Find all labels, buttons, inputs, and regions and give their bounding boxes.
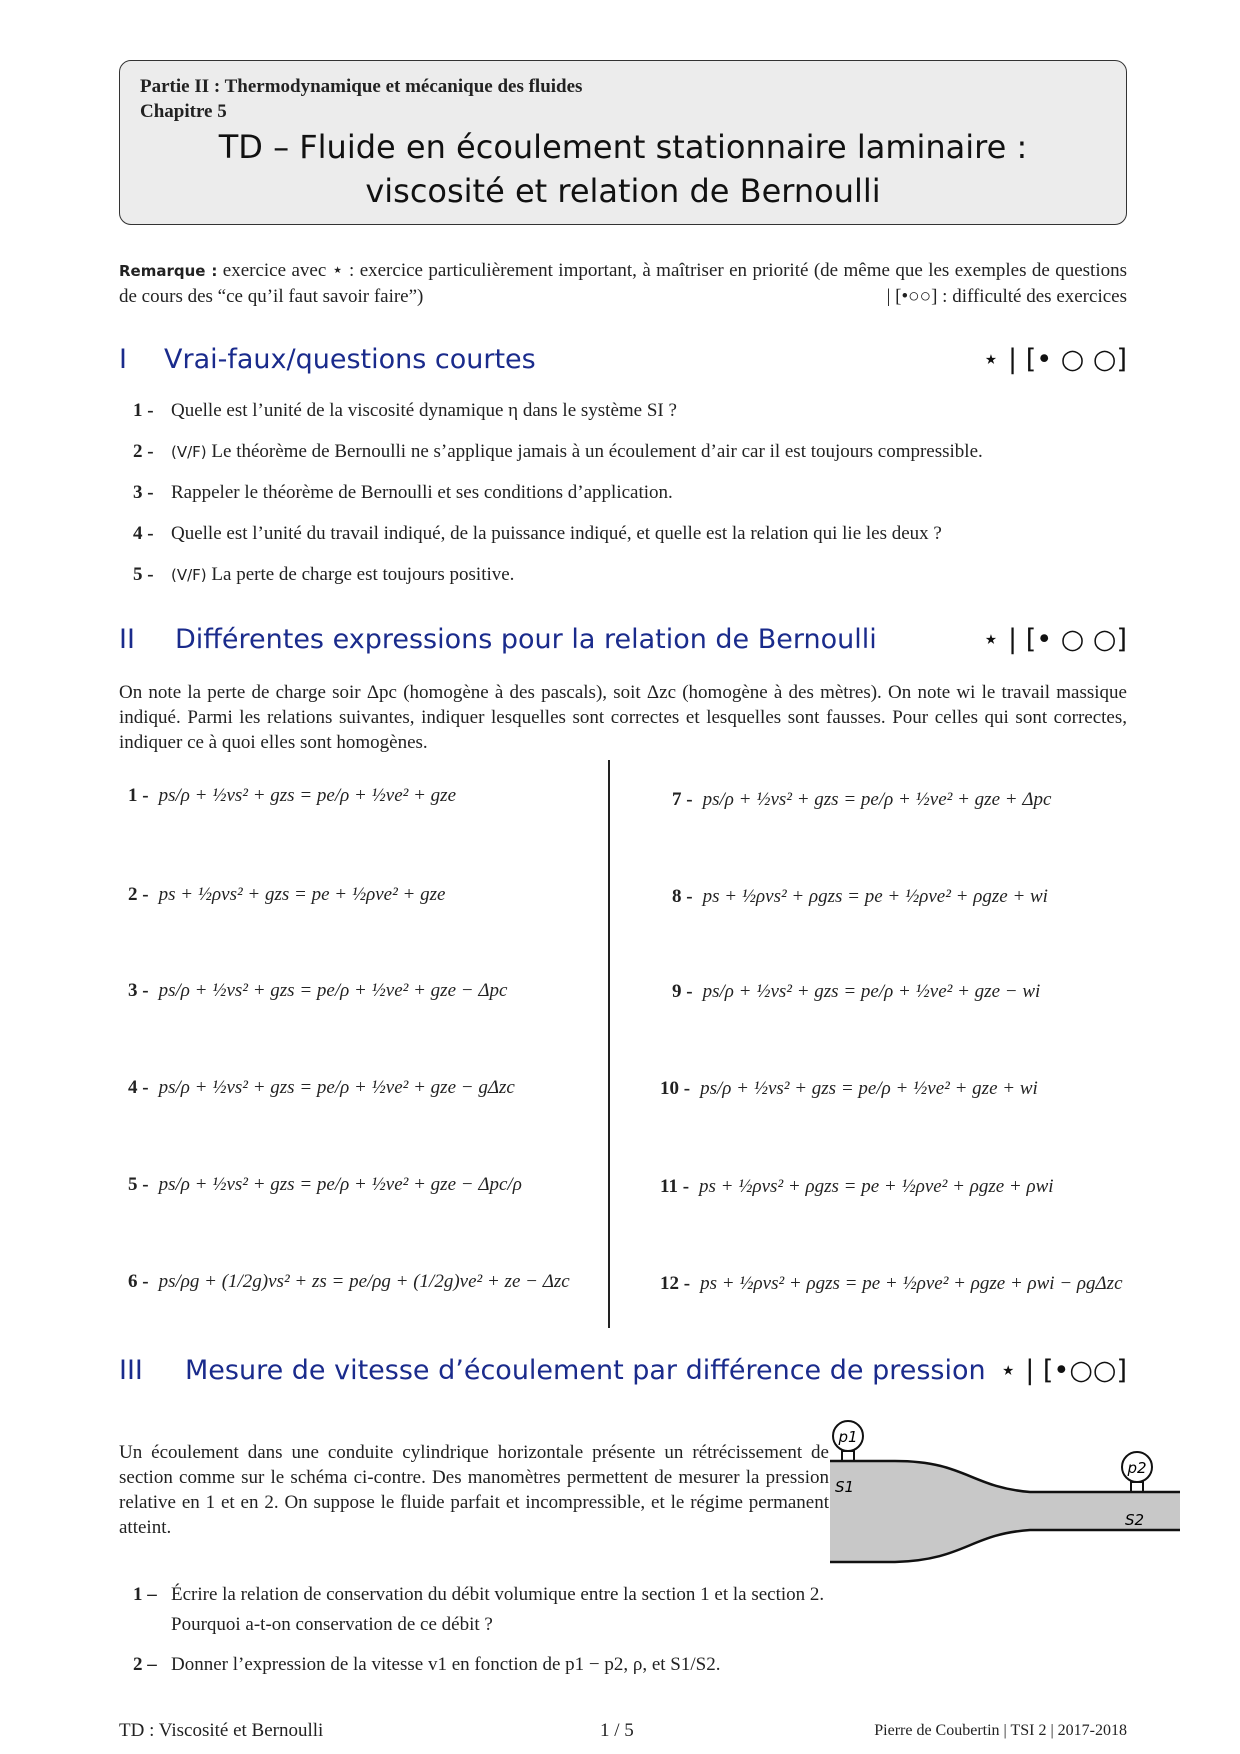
s1-question: 5 - (V/F) La perte de charge est toujours positive. — [133, 564, 515, 585]
s3-question: 2 – Donner l’expression de la vitesse v1 en fonction de p1 − p2, ρ, et S1/S2. — [133, 1654, 721, 1675]
equation-item: 7 - ps/ρ + ½vs² + gzs = pe/ρ + ½ve² + gze + Δpc — [672, 789, 1052, 810]
equation-item: 4 - ps/ρ + ½vs² + gzs = pe/ρ + ½ve² + gze − gΔzc — [128, 1077, 515, 1098]
page-title-line1: TD – Fluide en écoulement stationnaire laminaire : — [218, 128, 1028, 166]
section-3-number: III — [119, 1355, 143, 1386]
p1-label: p1 — [838, 1428, 858, 1446]
equation-item: 6 - ps/ρg + (1/2g)vs² + zs = pe/ρg + (1/2g)ve² + ze − Δzc — [128, 1271, 570, 1292]
page-title-line2: viscosité et relation de Bernoulli — [365, 172, 881, 210]
section-2-rating: ⋆ | [• ○ ○] — [982, 624, 1127, 655]
s1-question: 4 - Quelle est l’unité du travail indiqué, de la puissance indiqué, et quelle est la relation qui lie les deux ? — [133, 523, 942, 544]
s1-question: 1 - Quelle est l’unité de la viscosité dynamique η dans le système SI ? — [133, 400, 677, 421]
s3-question-cont: Pourquoi a-t-on conservation de ce débit ? — [171, 1614, 493, 1635]
section-2-intro: On note la perte de charge soir Δpc (homogène à des pascals), soit Δzc (homogène à des mètres). On note wi le travail massique indiqué. Parmi les relations suivantes, indiquer lesquelles sont correctes et lesquelles sont fausses. Pour celles qui sont correctes, indiquer ce à quoi elles sont homogènes. — [119, 682, 1127, 753]
s1-label: S1 — [835, 1478, 855, 1496]
section-1-rating: ⋆ | [• ○ ○] — [982, 344, 1127, 375]
section-1-heading — [119, 344, 1127, 375]
section-2-number: II — [119, 624, 135, 655]
page-number: 1 / 5 — [600, 1720, 634, 1741]
s1-question: 3 - Rappeler le théorème de Bernoulli et ses conditions d’application. — [133, 482, 673, 503]
section-1-number: I — [119, 344, 127, 375]
section-3-title: Mesure de vitesse d’écoulement par différence de pression — [185, 1355, 986, 1386]
equation-item: 1 - ps/ρ + ½vs² + gzs = pe/ρ + ½ve² + gze — [128, 785, 457, 806]
manometer-1 — [833, 1421, 863, 1461]
column-divider — [608, 760, 610, 1328]
footer-right: Pierre de Coubertin | TSI 2 | 2017-2018 — [874, 1722, 1127, 1739]
remark-difficulty: | [•○○] : difficulté des exercices — [886, 286, 1127, 307]
equation-item: 10 - ps/ρ + ½vs² + gzs = pe/ρ + ½ve² + gze + wi — [660, 1078, 1038, 1099]
s2-label: S2 — [1125, 1511, 1145, 1529]
remark — [119, 258, 1127, 309]
section-3-rating: ⋆ | [•○○] — [999, 1355, 1127, 1386]
equation-item: 12 - ps + ½ρvs² + ρgzs = pe + ½ρve² + ρgze + ρwi − ρgΔzc — [660, 1273, 1123, 1294]
footer-left: TD : Viscosité et Bernoulli — [119, 1720, 324, 1741]
part-label: Partie II : Thermodynamique et mécanique des fluides — [140, 76, 583, 97]
equation-item: 9 - ps/ρ + ½vs² + gzs = pe/ρ + ½ve² + gze − wi — [672, 981, 1041, 1002]
manometer-2 — [1122, 1452, 1152, 1492]
equation-item: 11 - ps + ½ρvs² + ρgzs = pe + ½ρve² + ρgze + ρwi — [660, 1176, 1054, 1197]
s1-question: 2 - (V/F) Le théorème de Bernoulli ne s’applique jamais à un écoulement d’air car il est toujours compressible. — [133, 441, 983, 462]
equation-item: 5 - ps/ρ + ½vs² + gzs = pe/ρ + ½ve² + gze − Δpc/ρ — [128, 1174, 522, 1195]
p2-label: p2 — [1127, 1459, 1147, 1477]
section-1-title: Vrai-faux/questions courtes — [164, 344, 536, 375]
s3-question: 1 – Écrire la relation de conservation du débit volumique entre la section 1 et la section 2. — [133, 1584, 825, 1605]
section-2-heading — [119, 624, 1127, 655]
pipe-diagram — [825, 1412, 1185, 1570]
section-3-intro: Un écoulement dans une conduite cylindrique horizontale présente un rétrécissement de section comme sur le schéma ci-contre. Des manomètres permettent de mesurer la pression relative en 1 et en 2. On suppose le fluide parfait et incompressible, et le régime permanent atteint. — [119, 1442, 829, 1538]
chapter-label: Chapitre 5 — [140, 101, 227, 122]
section-3-heading — [119, 1355, 1127, 1386]
equation-item: 2 - ps + ½ρvs² + gzs = pe + ½ρve² + gze — [128, 884, 446, 905]
equation-item: 3 - ps/ρ + ½vs² + gzs = pe/ρ + ½ve² + gze − Δpc — [128, 980, 508, 1001]
remark-text: exercice avec ⋆ : exercice particulièrement important, à maîtriser en priorité (de même que les exemples de questions de cours des “ce qu’il faut savoir faire”) — [119, 260, 1128, 307]
remark-label: Remarque : — [119, 262, 218, 280]
equation-item: 8 - ps + ½ρvs² + ρgzs = pe + ½ρve² + ρgze + wi — [672, 886, 1048, 907]
section-2-title: Différentes expressions pour la relation de Bernoulli — [175, 624, 877, 655]
